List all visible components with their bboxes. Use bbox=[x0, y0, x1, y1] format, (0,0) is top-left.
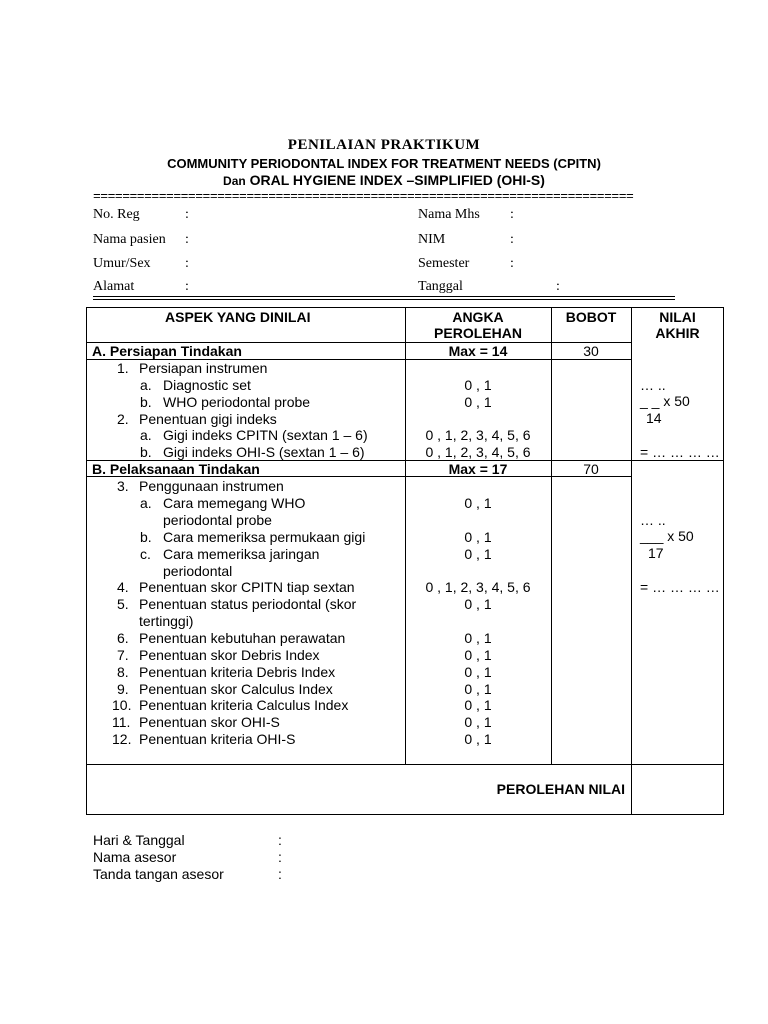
label-nama-mhs: Nama Mhs bbox=[418, 207, 480, 222]
b-row-text: Penentuan kebutuhan perawatan bbox=[139, 630, 346, 646]
b-row-num: 10. bbox=[112, 697, 132, 713]
label-no-reg: No. Reg bbox=[93, 207, 140, 222]
b-nilai-dots: … .. bbox=[640, 512, 666, 528]
separator-line: ========================================================================== bbox=[93, 189, 634, 204]
a-nilai-result: = … … … … bbox=[640, 444, 720, 460]
colon-nim: : bbox=[510, 232, 514, 247]
label-nama-pasien: Nama pasien bbox=[93, 232, 166, 247]
b-row-score: 0 , 1 bbox=[464, 664, 492, 680]
label-semester: Semester bbox=[418, 256, 470, 271]
header-bobot: BOBOT bbox=[565, 309, 617, 325]
perolehan-nilai-label: PEROLEHAN NILAI bbox=[496, 781, 625, 797]
a-row-num: a. bbox=[140, 427, 152, 443]
divider-bottom bbox=[93, 299, 675, 300]
b-row-text: periodontal bbox=[163, 563, 233, 579]
b-row-score: 0 , 1 bbox=[464, 596, 492, 612]
b-row-text: Cara memeriksa jaringan bbox=[163, 546, 320, 562]
header-angka-2: PEROLEHAN bbox=[434, 325, 522, 341]
b-row-text: Penentuan skor OHI-S bbox=[139, 714, 280, 730]
footer-colon: : bbox=[278, 866, 282, 882]
header-aspek: ASPEK YANG DINILAI bbox=[165, 309, 311, 325]
a-row-text: Persiapan instrumen bbox=[139, 360, 268, 376]
b-row-num: a. bbox=[140, 495, 152, 511]
label-nim: NIM bbox=[418, 232, 446, 247]
b-row-score: 0 , 1 bbox=[464, 714, 492, 730]
label-tanggal: Tanggal bbox=[418, 279, 463, 294]
a-row-text: Gigi indeks CPITN (sextan 1 – 6) bbox=[163, 427, 368, 443]
b-row-text: Penentuan skor Debris Index bbox=[139, 647, 320, 663]
col-divider-bobot bbox=[551, 307, 552, 764]
section-a-bobot: 30 bbox=[583, 343, 599, 359]
colon-semester: : bbox=[510, 256, 514, 271]
b-row-num: 6. bbox=[117, 630, 129, 646]
colon-alamat: : bbox=[185, 279, 189, 294]
b-row-num: 11. bbox=[112, 714, 131, 730]
b-row-score: 0 , 1 bbox=[464, 546, 492, 562]
b-row-text: Penentuan kriteria OHI-S bbox=[139, 731, 296, 747]
header-nilai-1: NILAI bbox=[659, 309, 696, 325]
section-b-bobot: 70 bbox=[583, 461, 599, 477]
a-row-score: 0 , 1, 2, 3, 4, 5, 6 bbox=[425, 427, 531, 443]
footer-tanda-tangan: Tanda tangan asesor bbox=[93, 866, 224, 882]
b-row-num: 7. bbox=[117, 647, 129, 663]
a-row-text: Gigi indeks OHI-S (sextan 1 – 6) bbox=[163, 444, 365, 460]
colon-no-reg: : bbox=[185, 207, 189, 222]
label-umur-sex: Umur/Sex bbox=[93, 256, 151, 271]
b-row-num: 3. bbox=[117, 478, 129, 494]
section-b-title: B. Pelaksanaan Tindakan bbox=[92, 461, 260, 477]
a-nilai-fraction: _ _ x 50 bbox=[640, 393, 690, 409]
a-nilai-denominator: 14 bbox=[646, 410, 662, 426]
b-row-score: 0 , 1 bbox=[464, 529, 492, 545]
divider-top bbox=[93, 296, 675, 297]
b-row-score: 0 , 1 bbox=[464, 495, 492, 511]
b-row-text: tertinggi) bbox=[139, 613, 194, 629]
b-row-num: 8. bbox=[117, 664, 129, 680]
b-nilai-result: = … … … … bbox=[640, 579, 720, 595]
a-nilai-dots: … .. bbox=[640, 377, 666, 393]
header-nilai-2: AKHIR bbox=[655, 325, 700, 341]
a-row-num: 2. bbox=[117, 411, 129, 427]
colon-nama-mhs: : bbox=[510, 207, 514, 222]
b-row-text: Cara memeriksa permukaan gigi bbox=[163, 529, 366, 545]
a-row-text: Penentuan gigi indeks bbox=[139, 411, 277, 427]
subtitle-main: ORAL HYGIENE INDEX –SIMPLIFIED (OHI-S) bbox=[249, 172, 545, 188]
doc-title: PENILAIAN PRAKTIKUM bbox=[287, 137, 481, 153]
colon-umur-sex: : bbox=[185, 256, 189, 271]
a-row-num: a. bbox=[140, 377, 152, 393]
footer-hari-tanggal: Hari & Tanggal bbox=[93, 832, 185, 848]
b-row-text: periodontal probe bbox=[163, 512, 272, 528]
a-row-num: b. bbox=[140, 444, 152, 460]
b-row-score: 0 , 1, 2, 3, 4, 5, 6 bbox=[425, 579, 531, 595]
footer-colon: : bbox=[278, 849, 282, 865]
colon-nama-pasien: : bbox=[185, 232, 189, 247]
a-row-text: WHO periodontal probe bbox=[163, 394, 311, 410]
a-row-num: b. bbox=[140, 394, 152, 410]
b-row-text: Penentuan skor Calculus Index bbox=[139, 681, 333, 697]
b-nilai-denominator: 17 bbox=[648, 545, 664, 561]
section-b-max: Max = 17 bbox=[448, 461, 508, 477]
b-row-num: c. bbox=[140, 546, 151, 562]
subtitle-prefix: Dan bbox=[223, 174, 246, 188]
b-row-score: 0 , 1 bbox=[464, 681, 492, 697]
b-row-text: Penentuan status periodontal (skor bbox=[139, 596, 357, 612]
b-row-text: Penentuan kriteria Calculus Index bbox=[139, 697, 349, 713]
col-divider-nilai bbox=[631, 307, 632, 815]
footer-colon: : bbox=[278, 832, 282, 848]
b-row-score: 0 , 1 bbox=[464, 731, 492, 747]
b-row-num: 5. bbox=[117, 596, 129, 612]
section-a-max: Max = 14 bbox=[448, 343, 508, 359]
a-row-score: 0 , 1, 2, 3, 4, 5, 6 bbox=[425, 444, 531, 460]
header-angka-1: ANGKA bbox=[452, 309, 504, 325]
section-a-title: A. Persiapan Tindakan bbox=[92, 343, 242, 359]
row-line-total bbox=[86, 764, 724, 765]
b-row-text: Cara memegang WHO bbox=[163, 495, 306, 511]
b-row-text: Penentuan skor CPITN tiap sextan bbox=[139, 579, 355, 595]
b-row-score: 0 , 1 bbox=[464, 697, 492, 713]
b-row-num: 9. bbox=[117, 681, 129, 697]
b-nilai-fraction: ___ x 50 bbox=[640, 528, 694, 544]
doc-subtitle-ohis bbox=[0, 172, 768, 188]
a-row-score: 0 , 1 bbox=[464, 377, 492, 393]
b-row-num: 12. bbox=[112, 731, 132, 747]
footer-nama-asesor: Nama asesor bbox=[93, 849, 177, 865]
label-alamat: Alamat bbox=[93, 279, 135, 294]
b-row-score: 0 , 1 bbox=[464, 630, 492, 646]
b-row-text: Penentuan kriteria Debris Index bbox=[139, 664, 336, 680]
a-row-num: 1. bbox=[117, 360, 129, 376]
a-row-text: Diagnostic set bbox=[163, 377, 251, 393]
doc-subtitle-cpitn: COMMUNITY PERIODONTAL INDEX FOR TREATMENT NEEDS (CPITN) bbox=[167, 156, 601, 171]
b-row-num: 4. bbox=[117, 579, 129, 595]
b-row-text: Penggunaan instrumen bbox=[139, 478, 284, 494]
b-row-score: 0 , 1 bbox=[464, 647, 492, 663]
a-row-score: 0 , 1 bbox=[464, 394, 492, 410]
colon-tanggal: : bbox=[556, 279, 560, 294]
b-row-num: b. bbox=[140, 529, 152, 545]
